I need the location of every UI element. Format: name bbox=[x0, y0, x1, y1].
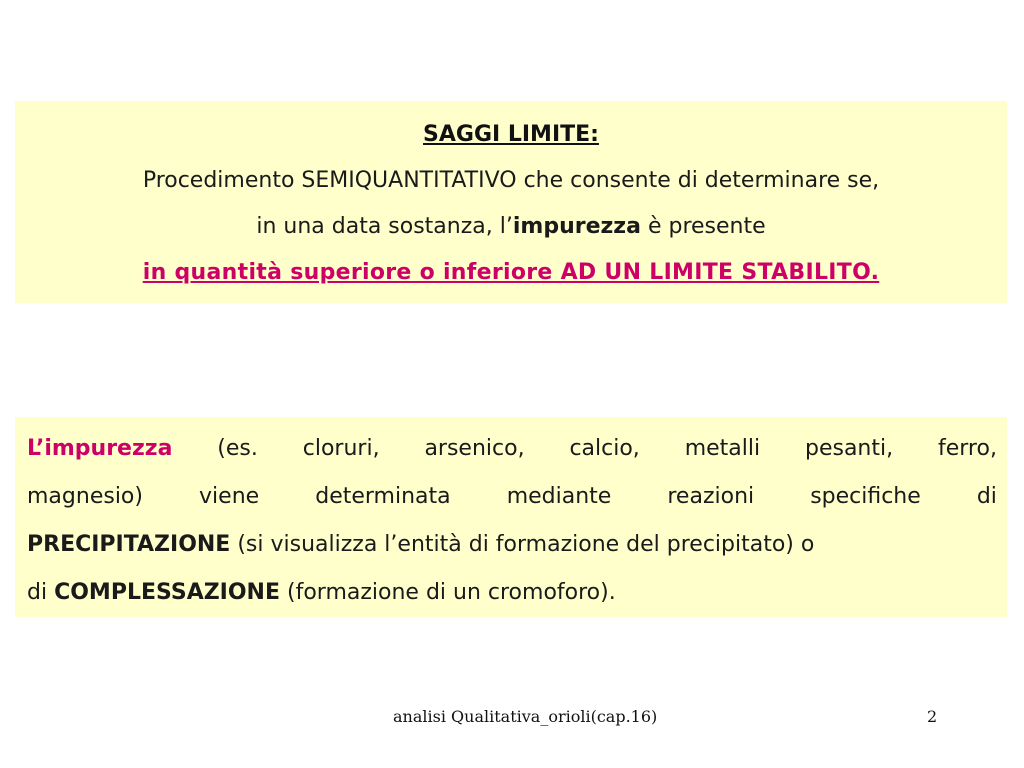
term-l-impurezza: L’impurezza bbox=[27, 436, 173, 461]
definition-line-4-wrap bbox=[15, 250, 1007, 296]
paragraph-word: mediante bbox=[506, 484, 612, 509]
paragraph-word: magnesio) bbox=[27, 484, 143, 509]
paragraph-word: di bbox=[976, 484, 997, 509]
definition-line-3-before: in una data sostanza, l’ bbox=[256, 214, 513, 239]
paragraph-line-4-rest: (formazione di un cromoforo). bbox=[280, 580, 616, 605]
term-precipitazione: PRECIPITAZIONE bbox=[27, 532, 231, 557]
paragraph-word: determinata bbox=[315, 484, 451, 509]
paragraph-word: ferro, bbox=[937, 436, 997, 461]
paragraph-line-3 bbox=[27, 521, 997, 569]
paragraph-word: pesanti, bbox=[804, 436, 894, 461]
paragraph-line-4-start: di bbox=[27, 580, 55, 605]
definition-line-2: Procedimento SEMIQUANTITATIVO che consente di determinare se, bbox=[142, 168, 880, 193]
paragraph-word: arsenico, bbox=[424, 436, 525, 461]
paragraph-line-4 bbox=[27, 569, 997, 617]
paragraph-word: metalli bbox=[684, 436, 761, 461]
paragraph-line-1 bbox=[27, 425, 997, 473]
paragraph-word: viene bbox=[199, 484, 260, 509]
definition-title: SAGGI LIMITE: bbox=[423, 122, 599, 147]
paragraph-line-2 bbox=[27, 473, 997, 521]
term-complessazione: COMPLESSAZIONE bbox=[54, 580, 280, 605]
paragraph-line-3-rest: (si visualizza l’entità di formazione del precipitato) o bbox=[230, 532, 815, 557]
footer-title: analisi Qualitativa_orioli(cap.16) bbox=[393, 707, 658, 726]
term-impurezza: impurezza bbox=[512, 214, 641, 239]
definition-box bbox=[15, 101, 1007, 303]
definition-line-4: in quantità superiore o inferiore AD UN LIMITE STABILITO. bbox=[142, 260, 880, 285]
definition-line-3 bbox=[15, 204, 1007, 250]
paragraph-word: specifiche bbox=[810, 484, 921, 509]
paragraph-word: (es. bbox=[217, 436, 258, 461]
paragraph-word: calcio, bbox=[569, 436, 640, 461]
definition-title-line bbox=[15, 112, 1007, 158]
definition-line-3-after: è presente bbox=[640, 214, 766, 239]
paragraph-word: reazioni bbox=[667, 484, 755, 509]
page-number: 2 bbox=[927, 707, 938, 726]
paragraph-word: cloruri, bbox=[302, 436, 380, 461]
impurity-paragraph-box bbox=[15, 417, 1007, 617]
